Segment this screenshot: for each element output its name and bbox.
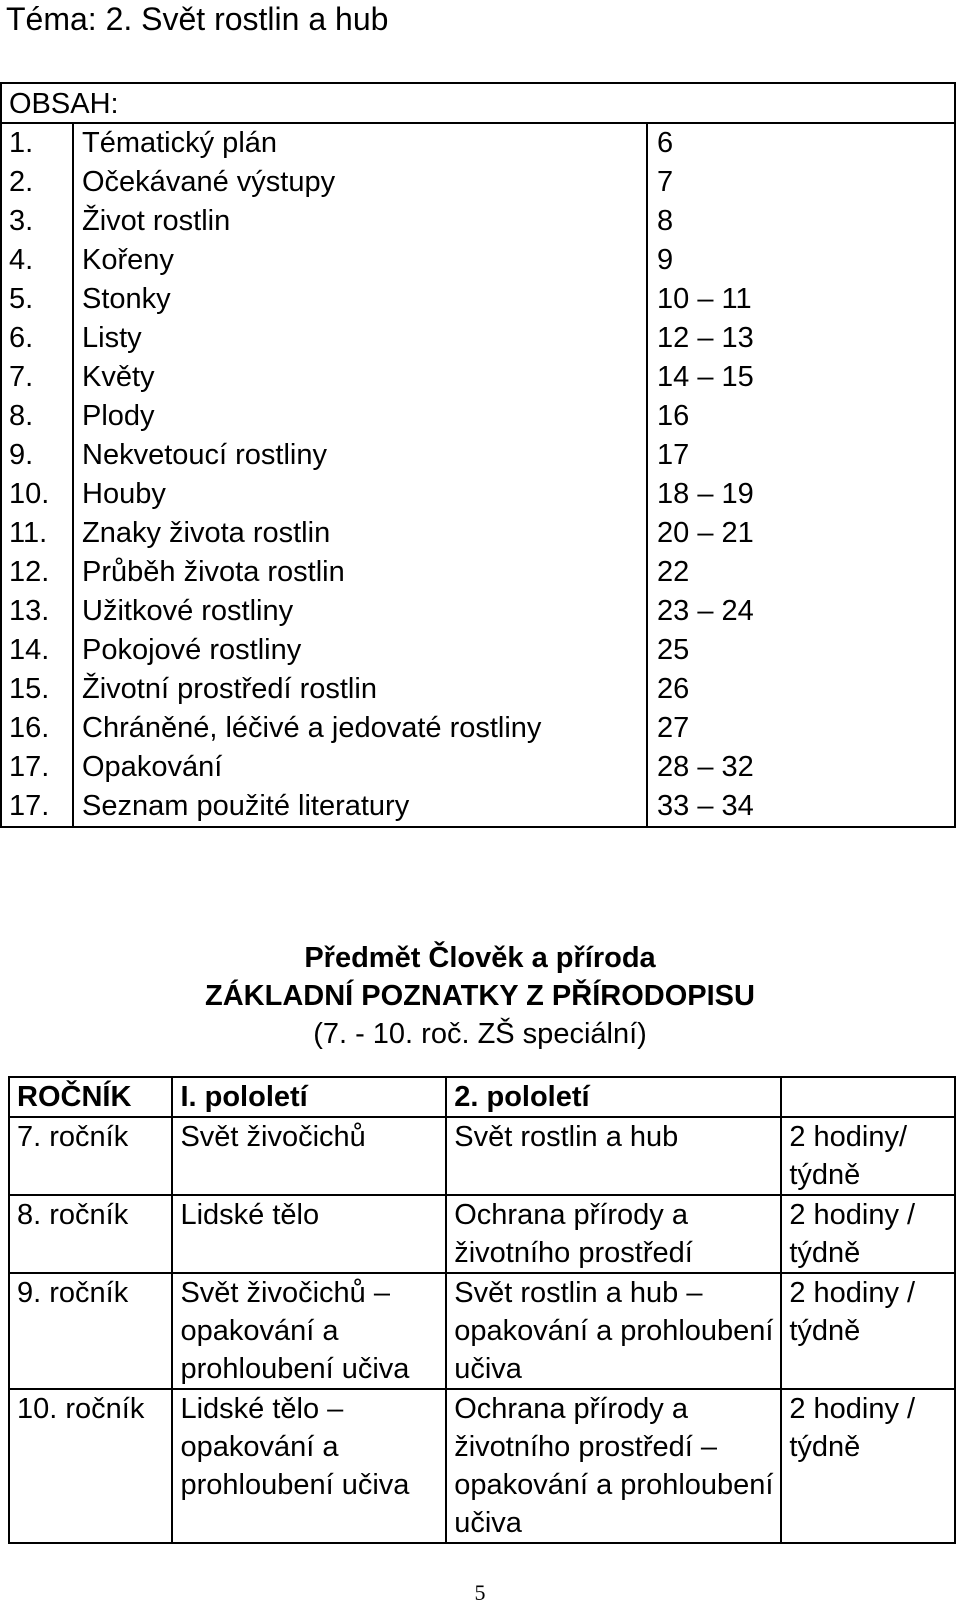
header-hours [781, 1077, 955, 1117]
toc-entry-number: 7. [2, 358, 74, 397]
toc-entry-title: Pokojové rostliny [74, 631, 648, 670]
schedule-semester-2: Svět rostlin a hub – opakování a prohloubení učiva [446, 1273, 781, 1389]
schedule-grade: 8. ročník [9, 1195, 172, 1273]
schedule-row [9, 1389, 955, 1543]
schedule-semester-1: Svět živočichů [172, 1117, 446, 1195]
toc-entry-number: 8. [2, 397, 74, 436]
schedule-semester-1: Svět živočichů – opakování a prohloubení učiva [172, 1273, 446, 1389]
toc-entry-title: Stonky [74, 280, 648, 319]
toc-entry-pages: 12 – 13 [657, 322, 754, 354]
schedule-grade: 9. ročník [9, 1273, 172, 1389]
toc-entry-number: 5. [2, 280, 74, 319]
toc-entry-title: Kořeny [74, 241, 648, 280]
toc-entry-number: 10. [2, 475, 74, 514]
toc-entry-pages: 33 – 34 [657, 790, 754, 822]
toc-entry-title: Užitkové rostliny [74, 592, 648, 631]
toc-entry-pages: 9 [657, 244, 674, 276]
header-grade: ROČNÍK [9, 1077, 172, 1117]
toc-entry-number: 15. [2, 670, 74, 709]
table-of-contents [0, 82, 956, 828]
toc-entry-number: 14. [2, 631, 74, 670]
toc-entry-title: Očekávané výstupy [74, 163, 648, 202]
toc-entry-title: Život rostlin [74, 202, 648, 241]
schedule-semester-1: Lidské tělo [172, 1195, 446, 1273]
toc-entry-number: 16. [2, 709, 74, 748]
toc-list [2, 122, 954, 826]
toc-entry-pages: 26 [657, 673, 690, 705]
schedule-grade: 7. ročník [9, 1117, 172, 1195]
page-title: Téma: 2. Svět rostlin a hub [6, 1, 389, 37]
toc-entry-number: 4. [2, 241, 74, 280]
toc-entry-pages: 18 – 19 [657, 478, 754, 510]
schedule-semester-2: Ochrana přírody a životního prostředí [446, 1195, 781, 1273]
page-number: 5 [474, 1580, 486, 1605]
toc-entry-title: Houby [74, 475, 648, 514]
toc-entry-pages: 7 [657, 166, 674, 198]
toc-entry-number: 17. [2, 787, 74, 826]
toc-entry-title: Květy [74, 358, 648, 397]
toc-entry-pages: 20 – 21 [657, 517, 754, 549]
toc-entry-pages: 25 [657, 634, 690, 666]
toc-entry-number: 13. [2, 592, 74, 631]
toc-entry-number: 2. [2, 163, 74, 202]
toc-entry-pages: 6 [657, 127, 674, 159]
schedule-row [9, 1195, 955, 1273]
header-semester-2: 2. pololetí [446, 1077, 781, 1117]
toc-entry-title: Seznam použité literatury [74, 787, 648, 826]
schedule-row [9, 1117, 955, 1195]
schedule-hours: 2 hodiny / týdně [781, 1195, 955, 1273]
toc-entry-number: 1. [2, 124, 74, 163]
toc-entry-title: Životní prostředí rostlin [74, 670, 648, 709]
schedule-hours: 2 hodiny / týdně [781, 1273, 955, 1389]
toc-entry-title: Tématický plán [74, 124, 648, 163]
toc-entry-pages: 17 [657, 439, 690, 471]
toc-entry-title: Opakování [74, 748, 648, 787]
schedule-table [8, 1076, 956, 1544]
toc-entry-pages: 10 – 11 [657, 283, 752, 315]
schedule-hours: 2 hodiny/ týdně [781, 1117, 955, 1195]
schedule-header-row [9, 1077, 955, 1117]
toc-entry-title: Znaky života rostlin [74, 514, 648, 553]
toc-entry-pages: 14 – 15 [657, 361, 754, 393]
toc-entry-pages: 27 [657, 712, 690, 744]
toc-entry-pages: 8 [657, 205, 674, 237]
toc-entry-pages: 16 [657, 400, 690, 432]
subject-title: Předmět Člověk a příroda [304, 942, 656, 974]
schedule-semester-2: Ochrana přírody a životního prostředí – opakování a prohloubení učiva [446, 1389, 781, 1543]
toc-entry-pages: 28 – 32 [657, 751, 754, 783]
toc-entry-title: Průběh života rostlin [74, 553, 648, 592]
toc-entry-title: Chráněné, léčivé a jedovaté rostliny [74, 709, 648, 748]
toc-heading: OBSAH: [9, 88, 119, 120]
toc-entry-number: 12. [2, 553, 74, 592]
schedule-semester-1: Lidské tělo – opakování a prohloubení učiva [172, 1389, 446, 1543]
header-semester-1: I. pololetí [172, 1077, 446, 1117]
toc-entry-number: 11. [2, 514, 74, 553]
toc-entry-number: 6. [2, 319, 74, 358]
schedule-semester-2: Svět rostlin a hub [446, 1117, 781, 1195]
toc-entry-title: Plody [74, 397, 648, 436]
toc-entry-number: 9. [2, 436, 74, 475]
schedule-row [9, 1273, 955, 1389]
schedule-hours: 2 hodiny / týdně [781, 1389, 955, 1543]
toc-entry-pages: 22 [657, 556, 690, 588]
subject-subtitle: ZÁKLADNÍ POZNATKY Z PŘÍRODOPISU [205, 980, 755, 1012]
subject-grades: (7. - 10. roč. ZŠ speciální) [313, 1018, 647, 1050]
toc-entry-pages: 23 – 24 [657, 595, 754, 627]
toc-entry-number: 17. [2, 748, 74, 787]
toc-entry-title: Listy [74, 319, 648, 358]
schedule-grade: 10. ročník [9, 1389, 172, 1543]
toc-entry-title: Nekvetoucí rostliny [74, 436, 648, 475]
toc-entry-number: 3. [2, 202, 74, 241]
